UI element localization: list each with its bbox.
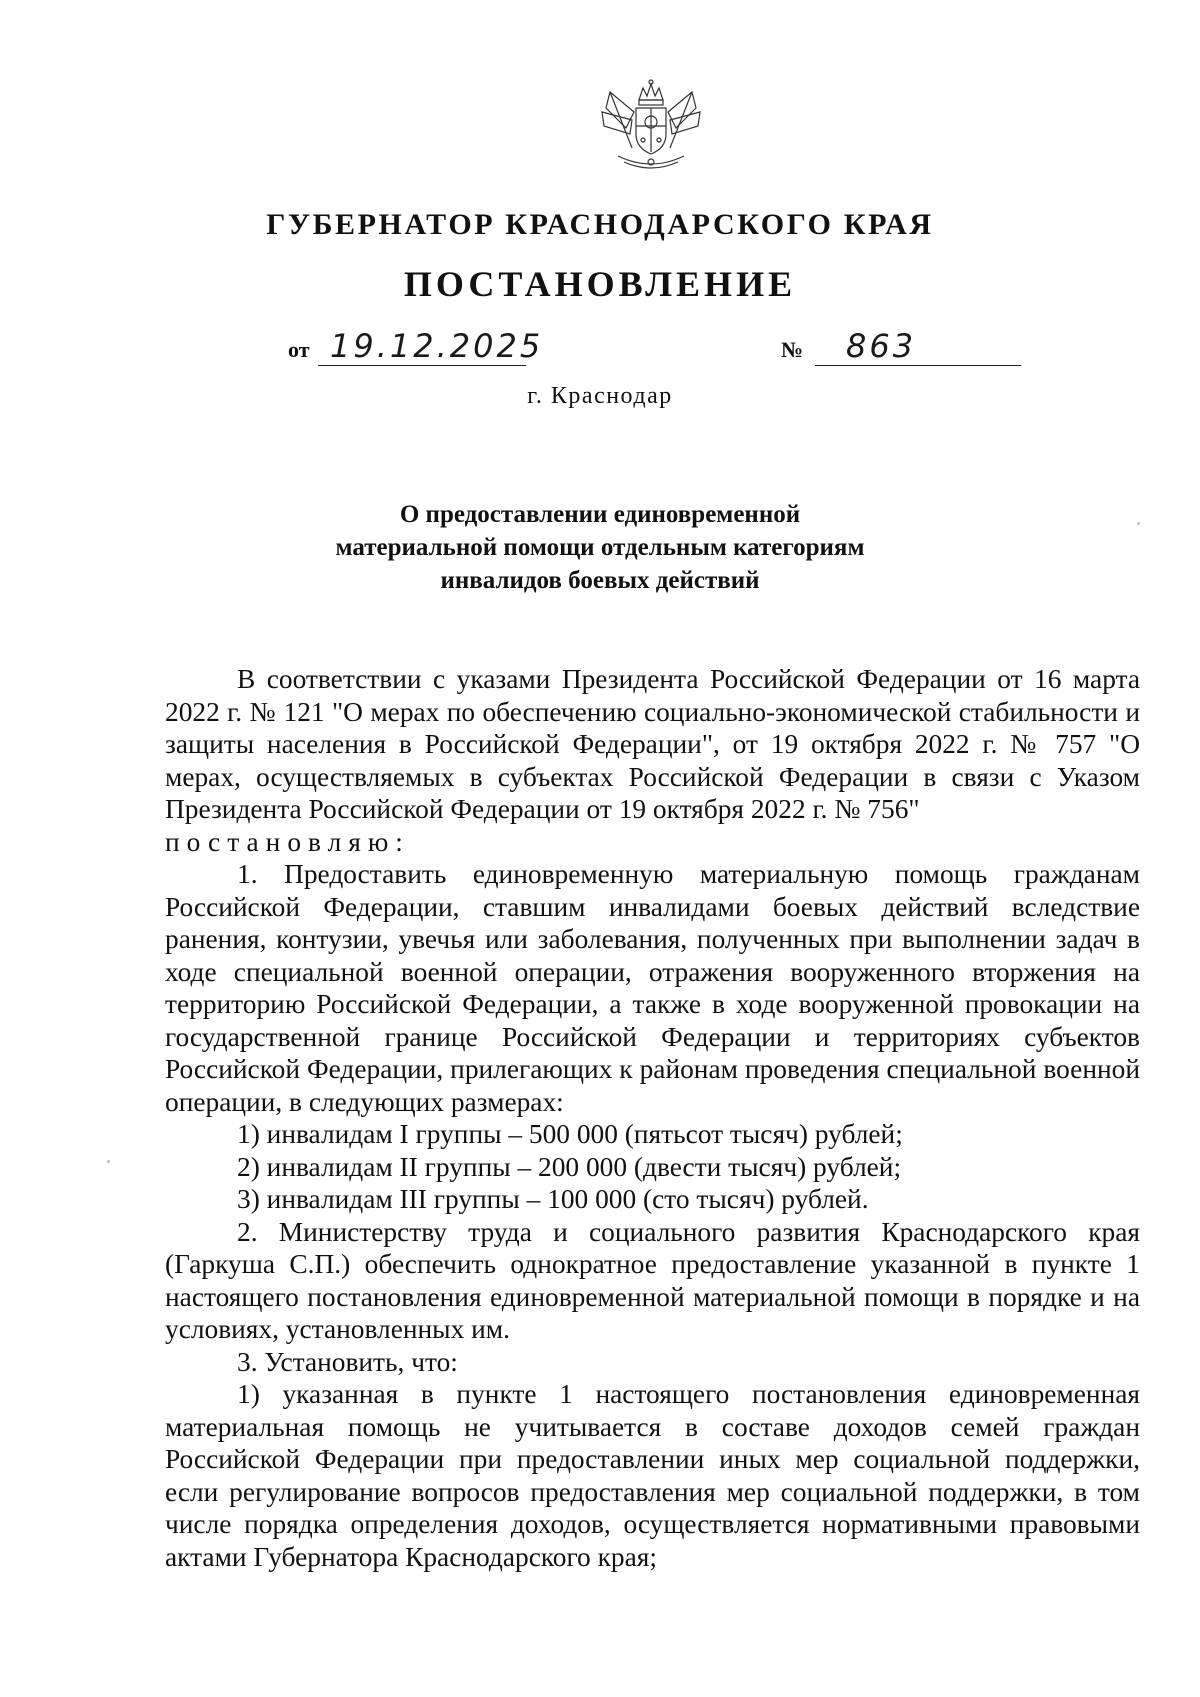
clause-1-item-1: 1) инвалидам I группы – 500 000 (пятьсот тысяч) рублей; xyxy=(237,1119,903,1149)
title-line: инвалидов боевых действий xyxy=(440,567,760,594)
document-type: ПОСТАНОВЛЕНИЕ xyxy=(403,264,797,304)
date-underline xyxy=(318,365,526,366)
decree-word: постановляю: xyxy=(165,826,410,857)
clause-1-item-2: 2) инвалидам II группы – 200 000 (двести тысяч) рублей; xyxy=(237,1151,902,1182)
clause-3: 3. Установить, что: xyxy=(237,1346,458,1377)
title-line: О предоставлении единовременной xyxy=(399,501,801,528)
preamble-paragraph: В соответствии с указами Президента Российской Федерации от 16 марта 2022 г. № 121 "О мерах по обеспечению социально-экономической стабильности и защиты населения в Российской Федерации", от 19 октября 2022 г. № 757 "О мерах, осуществляемых в субъектах Российской Федерации в связи с Указом Президента Российской Федерации от 19 октября 2022 г. № 756" xyxy=(165,664,1140,824)
coat-of-arms-icon xyxy=(596,78,706,174)
title-line: материальной помощи отдельным категориям xyxy=(335,534,865,561)
date-prefix: от xyxy=(288,337,310,362)
document-body xyxy=(165,663,1140,1573)
clause-1: 1. Предоставить единовременную материальную помощь гражданам Российской Федерации, ставшим инвалидами боевых действий вследствие ранения, контузии, увечья или заболевания, полученных при выполнении задач в ходе специальной военной операции, отражения вооруженного вторжения на территорию Российской Федерации, а также в ходе вооруженной провокации на государственной границе Российской Федерации и территориях субъектов Российской Федерации, прилегающих к районам проведения специальной военной операции, в следующих размерах: xyxy=(165,859,1140,1117)
scan-speck xyxy=(1137,522,1140,525)
clause-1-item-3: 3) инвалидам III группы – 100 000 (сто тысяч) рублей. xyxy=(237,1184,869,1214)
document-date: 19.12.2025 xyxy=(330,327,544,365)
issuing-authority: ГУБЕРНАТОР КРАСНОДАРСКОГО КРАЯ xyxy=(266,208,934,241)
document-number: 863 xyxy=(846,327,917,365)
number-prefix: № xyxy=(781,337,804,362)
city: г. Краснодар xyxy=(527,383,673,409)
clause-2: 2. Министерству труда и социального развития Краснодарского края (Гаркуша С.П.) обеспечить однократное предоставление указанной в пункте 1 настоящего постановления единовременной материальной помощи в порядке и на условиях, установленных им. xyxy=(165,1216,1140,1344)
scan-speck xyxy=(107,1160,110,1163)
number-underline xyxy=(815,365,1021,366)
clause-3-item-1: 1) указанная в пункте 1 настоящего постановления единовременная материальная помощь не учитывается в составе доходов семей граждан Российской Федерации при предоставлении иных мер социальной поддержки, если регулирование вопросов предоставления мер социальной поддержки, в том числе порядка определения доходов, осуществляется нормативными правовыми актами Губернатора Краснодарского края; xyxy=(165,1379,1140,1572)
date-number-row xyxy=(0,327,1200,371)
document-title xyxy=(300,498,900,597)
